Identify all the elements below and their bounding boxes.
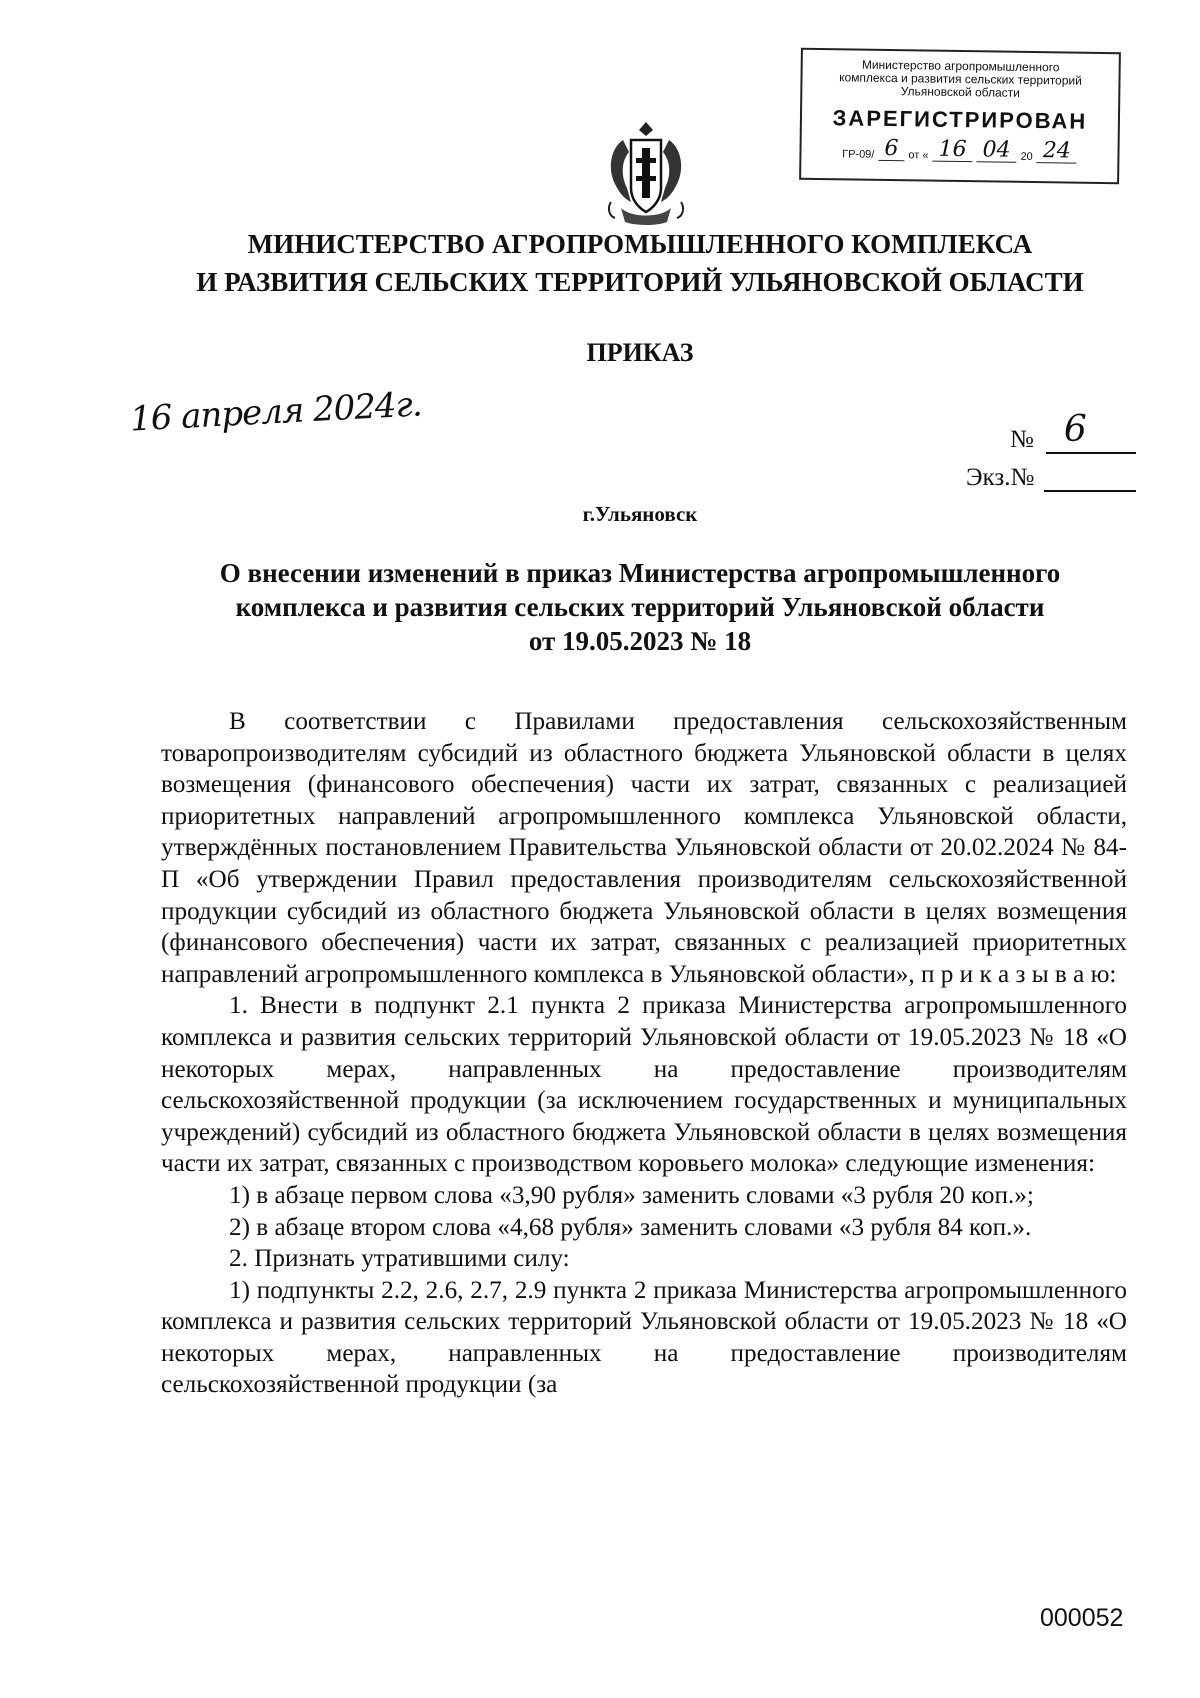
page-number: 000052 [1040, 1604, 1124, 1632]
stamp-org-line-3: Ульяновской области [900, 84, 1020, 100]
stamp-reg-prefix: ГР-09/ [842, 148, 875, 161]
ministry-name-line-1: МИНИСТЕРСТВО АГРОПРОМЫШЛЕННОГО КОМПЛЕКСА [247, 229, 1033, 259]
body-paragraph-item-1-1: 1) в абзаце первом слова «3,90 рубля» заменить словами «3 рубля 20 коп.»; [229, 1181, 1034, 1209]
order-number [1010, 409, 1136, 454]
stamp-organization [802, 58, 1119, 101]
stamp-reg-month: 04 [976, 139, 1016, 163]
copy-label: Экз.№ [966, 464, 1035, 491]
order-subject-line-2: комплекса и развития сельских территорий Ульяновской области [235, 592, 1045, 622]
order-body [161, 706, 1127, 1401]
stamp-status: ЗАРЕГИСТРИРОВАН [832, 105, 1088, 134]
stamp-year-prefix: 20 [1020, 150, 1033, 164]
stamp-org-line-1: Министерство агропромышленного [861, 57, 1060, 75]
registration-stamp [799, 48, 1121, 184]
body-paragraph-item-1-2: 2) в абзаце втором слова «4,68 рубля» заменить словами «3 рубля 84 коп.». [229, 1213, 1032, 1241]
body-paragraph-item-2: 2. Признать утратившими силу: [229, 1245, 570, 1273]
copy-number [966, 462, 1136, 492]
number-value: 6 [1063, 409, 1087, 450]
handwritten-date: 16 апреля 2024г. [129, 384, 423, 440]
city: г.Ульяновск [582, 502, 698, 526]
order-subject-line-1: О внесении изменений в приказ Министерства агропромышленного [219, 558, 1061, 588]
body-paragraph-item-2-1: 1) подпункты 2.2, 2.6, 2.7, 2.9 пункта 2 приказа Министерства агропромышленного комплекса и развития сельских территорий Ульяновской области от 19.05.2023 № 18 «О некоторых мерах, направленных на предоставление производителям сельскохозяйственной продукции (за [161, 1276, 1127, 1399]
order-subject [160, 556, 1120, 658]
body-paragraph-item-1: 1. Внести в подпункт 2.1 пункта 2 приказа Министерства агропромышленного комплекса и развития сельских территорий Ульяновской области от 19.05.2023 № 18 «О некоторых мерах, направленных на предоставление производителям сельскохозяйственной продукции (за исключением государственных и муниципальных учреждений) субсидий из областного бюджета Ульяновской области в целях возмещения части их затрат, связанных с производством коровьего молока» следующие изменения: [161, 992, 1127, 1178]
number-field [1046, 409, 1136, 454]
stamp-reg-year: 24 [1037, 140, 1077, 164]
coat-of-arms-icon [601, 118, 691, 228]
body-paragraph-preamble: В соответствии с Правилами предоставления сельскохозяйственным товаропроизводителям субсидий из областного бюджета Ульяновской области в целях возмещения (финансового обеспечения) части их затрат, связанных с реализацией приоритетных направлений агропромышленного комплекса Ульяновской области, утверждённых постановлением Правительства Ульяновской области от 20.02.2024 № 84-П «Об утверждении Правил предоставления производителям сельскохозяйственной продукции субсидий из областного бюджета Ульяновской области в целях возмещения (финансового обеспечения) части их затрат, связанных с реализацией приоритетных направлений агропромышленного комплекса в Ульяновской области», п р и к а з ы в а ю: [161, 708, 1127, 988]
stamp-org-line-2: комплекса и развития сельских территорий [839, 70, 1082, 88]
number-label: № [1010, 426, 1034, 453]
copy-field [1044, 462, 1136, 492]
order-subject-line-3: от 19.05.2023 № 18 [528, 626, 752, 656]
stamp-from-label: от « [908, 149, 929, 162]
stamp-reg-day: 16 [932, 139, 972, 163]
ministry-name-line-2: И РАЗВИТИЯ СЕЛЬСКИХ ТЕРРИТОРИЙ УЛЬЯНОВСКОЙ ОБЛАСТИ [196, 267, 1084, 297]
order-title: ПРИКАЗ [586, 338, 694, 367]
stamp-registration-line [801, 137, 1117, 164]
stamp-reg-number: 6 [878, 138, 904, 161]
